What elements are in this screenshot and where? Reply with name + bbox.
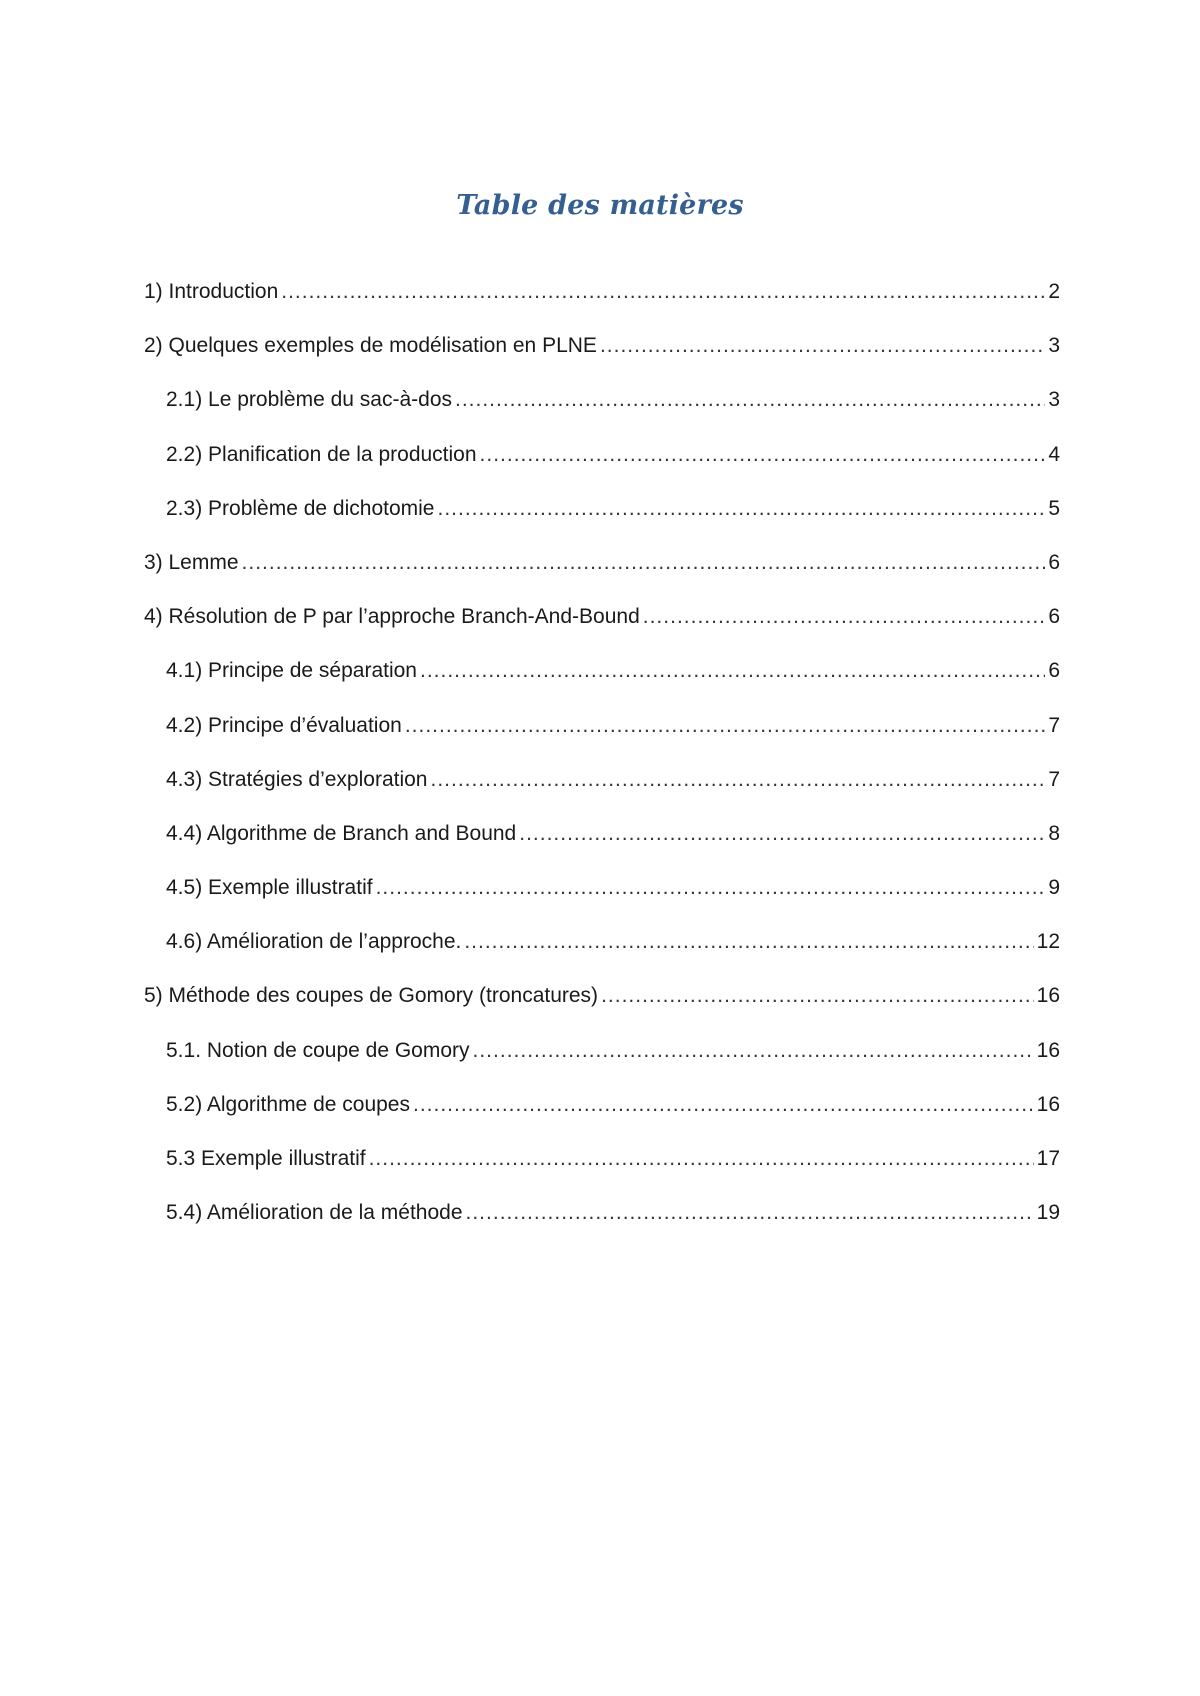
dot-leader — [473, 1037, 1034, 1065]
dot-leader — [466, 1199, 1034, 1227]
toc-entry-dichotomy — [144, 495, 1060, 549]
toc-entry-label: 5.1. Notion de coupe de Gomory — [166, 1038, 470, 1062]
toc-page-number: 3 — [1048, 334, 1060, 358]
toc-entry-label: 3) Lemme — [144, 550, 239, 574]
toc-page-number: 19 — [1036, 1201, 1060, 1225]
toc-entry-label: 4) Résolution de P par l’approche Branch-And-Bound — [144, 605, 640, 629]
toc-page-number: 12 — [1036, 930, 1060, 954]
dot-leader — [643, 603, 1046, 631]
toc-title: Table des matières — [456, 190, 744, 221]
toc-entry-label: 2.2) Planification de la production — [166, 442, 477, 466]
dot-leader — [242, 549, 1046, 577]
toc-entry-introduction — [144, 278, 1060, 332]
dot-leader — [413, 1091, 1034, 1119]
toc-entry-label: 5) Méthode des coupes de Gomory (troncatures) — [144, 984, 599, 1008]
toc-page-number: 4 — [1048, 442, 1060, 466]
toc-page-number: 17 — [1036, 1147, 1060, 1170]
dot-leader — [455, 386, 1045, 414]
toc-entry-label: 2.3) Problème de dichotomie — [166, 496, 435, 520]
toc-entry-lemma — [144, 549, 1060, 603]
toc-entry-label: 4.4) Algorithme de Branch and Bound — [166, 821, 517, 845]
toc-entry-approach-improvement — [144, 928, 1060, 982]
dot-leader — [480, 441, 1046, 469]
toc-entry-label: 4.5) Exemple illustratif — [166, 876, 373, 900]
dot-leader — [420, 657, 1045, 685]
toc-entry-method-improvement — [144, 1199, 1060, 1253]
dot-leader — [405, 712, 1046, 740]
toc-entry-evaluation-principle — [144, 712, 1060, 766]
toc-entry-label: 5.2) Algorithme de coupes — [166, 1092, 410, 1116]
dot-leader — [464, 928, 1033, 956]
toc-page-number: 7 — [1048, 713, 1060, 737]
toc-entry-production-planning — [144, 441, 1060, 495]
toc-page-number: 6 — [1048, 659, 1060, 683]
toc-list — [144, 278, 1060, 1253]
toc-page-number: 16 — [1036, 984, 1060, 1008]
dot-leader — [519, 820, 1045, 848]
toc-entry-modelisation-examples — [144, 332, 1060, 386]
toc-entry-bnb-algorithm — [144, 820, 1060, 874]
dot-leader — [369, 1145, 1034, 1173]
toc-page-number: 6 — [1048, 605, 1060, 629]
toc-page-number: 16 — [1036, 1092, 1060, 1116]
dot-leader — [600, 332, 1045, 360]
toc-entry-separation-principle — [144, 657, 1060, 711]
toc-page-number: 16 — [1036, 1038, 1060, 1062]
toc-page-number: 7 — [1048, 767, 1060, 791]
toc-entry-cutting-algorithm — [144, 1091, 1060, 1145]
toc-entry-label: 5.4) Amélioration de la méthode — [166, 1201, 463, 1225]
toc-page-number: 5 — [1048, 496, 1060, 520]
toc-page-number: 6 — [1048, 550, 1060, 574]
toc-page-number: 8 — [1048, 821, 1060, 845]
toc-entry-illustrative-example-1 — [144, 874, 1060, 928]
toc-page-number: 3 — [1048, 388, 1060, 412]
toc-entry-label: 4.1) Principe de séparation — [166, 659, 417, 683]
toc-entry-label: 2.1) Le problème du sac-à-dos — [166, 388, 452, 412]
toc-entry-label: 4.2) Principe d’évaluation — [166, 713, 402, 737]
dot-leader — [281, 278, 1045, 306]
toc-entry-label: 5.3 Exemple illustratif — [166, 1147, 366, 1170]
toc-entry-gomory-cuts — [144, 982, 1060, 1036]
dot-leader — [431, 766, 1046, 794]
toc-entry-label: 2) Quelques exemples de modélisation en PLNE — [144, 334, 597, 358]
toc-entry-knapsack — [144, 386, 1060, 440]
dot-leader — [437, 495, 1045, 523]
toc-page-number: 2 — [1048, 280, 1060, 303]
dot-leader — [376, 874, 1046, 902]
toc-entry-gomory-cut-notion — [144, 1037, 1060, 1091]
toc-page-number: 9 — [1048, 876, 1060, 900]
toc-entry-illustrative-example-2 — [144, 1145, 1060, 1199]
toc-entry-label: 4.3) Stratégies d’exploration — [166, 767, 428, 791]
toc-entry-exploration-strategies — [144, 766, 1060, 820]
toc-entry-label: 1) Introduction — [144, 280, 279, 303]
dot-leader — [601, 982, 1034, 1010]
toc-entry-branch-and-bound — [144, 603, 1060, 657]
toc-entry-label: 4.6) Amélioration de l’approche. — [166, 930, 462, 954]
